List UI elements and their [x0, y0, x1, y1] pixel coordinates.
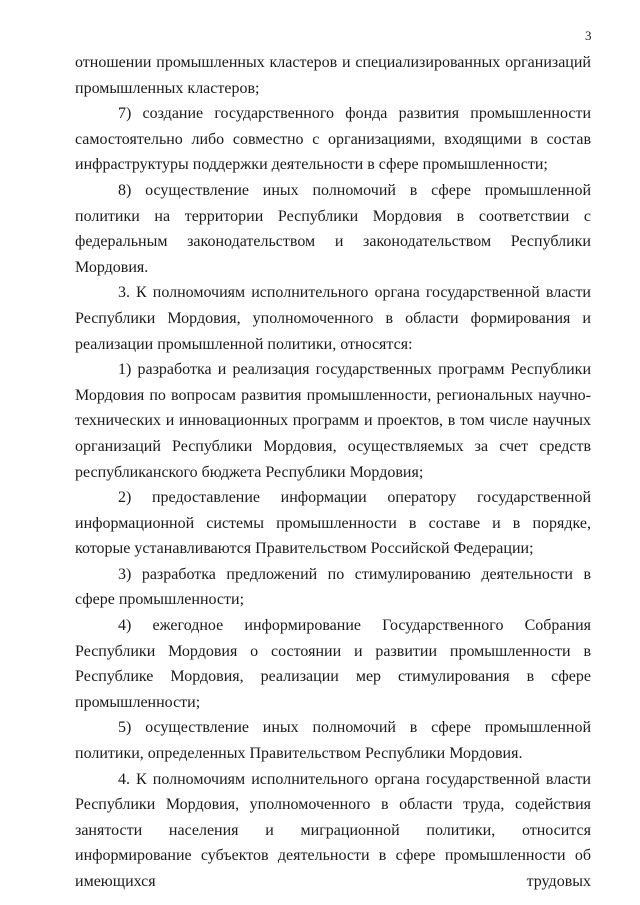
paragraph-section-3-item-4: 4) ежегодное информирование Государственного Собрания Республики Мордовия о состоянии и развитии промышленности в Республике Мордовия, реализации мер стимулирования в сфере промышленности; — [75, 617, 591, 711]
paragraph-section-3-item-5: 5) осуществление иных полномочий в сфере промышленной политики, определенных Правительством Республики Мордовия. — [75, 719, 591, 763]
paragraph-section-3-item-1: 1) разработка и реализация государственных программ Республики Мордовия по вопросам развития промышленности, региональных научно-технических и инновационных программ и проектов, в том числе научных организаций Республики Мордовия, осуществляемых за счет средств республиканского бюджета Республики Мордовия; — [75, 361, 591, 481]
page-number: 3 — [585, 28, 592, 43]
paragraph-section-4: 4. К полномочиям исполнительного органа государственной власти Республики Мордовия, уполномоченного в области труда, содействия занятости населения и миграционной политики, относится информирование субъектов деятельности в сфере промышленности об имеющихся трудовых — [75, 770, 591, 890]
paragraph-section-3-item-2: 2) предоставление информации оператору государственной информационной системы промышленности в составе и в порядке, которые устанавливаются Правительством Российской Федерации; — [75, 489, 591, 558]
document-body — [75, 50, 591, 895]
paragraph-continuation: отношении промышленных кластеров и специализированных организаций промышленных кластеров; — [75, 54, 591, 97]
paragraph-item-8: 8) осуществление иных полномочий в сфере промышленной политики на территории Республики Мордовия в соответствии с федеральным законодательством и законодательством Республики Мордовия. — [75, 181, 591, 276]
paragraph-section-3-item-3: 3) разработка предложений по стимулированию деятельности в сфере промышленности; — [75, 565, 591, 609]
paragraph-section-3: 3. К полномочиям исполнительного органа государственной власти Республики Мордовия, уполномоченного в области формирования и реализации промышленной политики, относятся: — [75, 284, 591, 353]
paragraph-item-7: 7) создание государственного фонда развития промышленности самостоятельно либо совместно с организациями, входящими в состав инфраструктуры поддержки деятельности в сфере промышленности; — [75, 105, 591, 174]
